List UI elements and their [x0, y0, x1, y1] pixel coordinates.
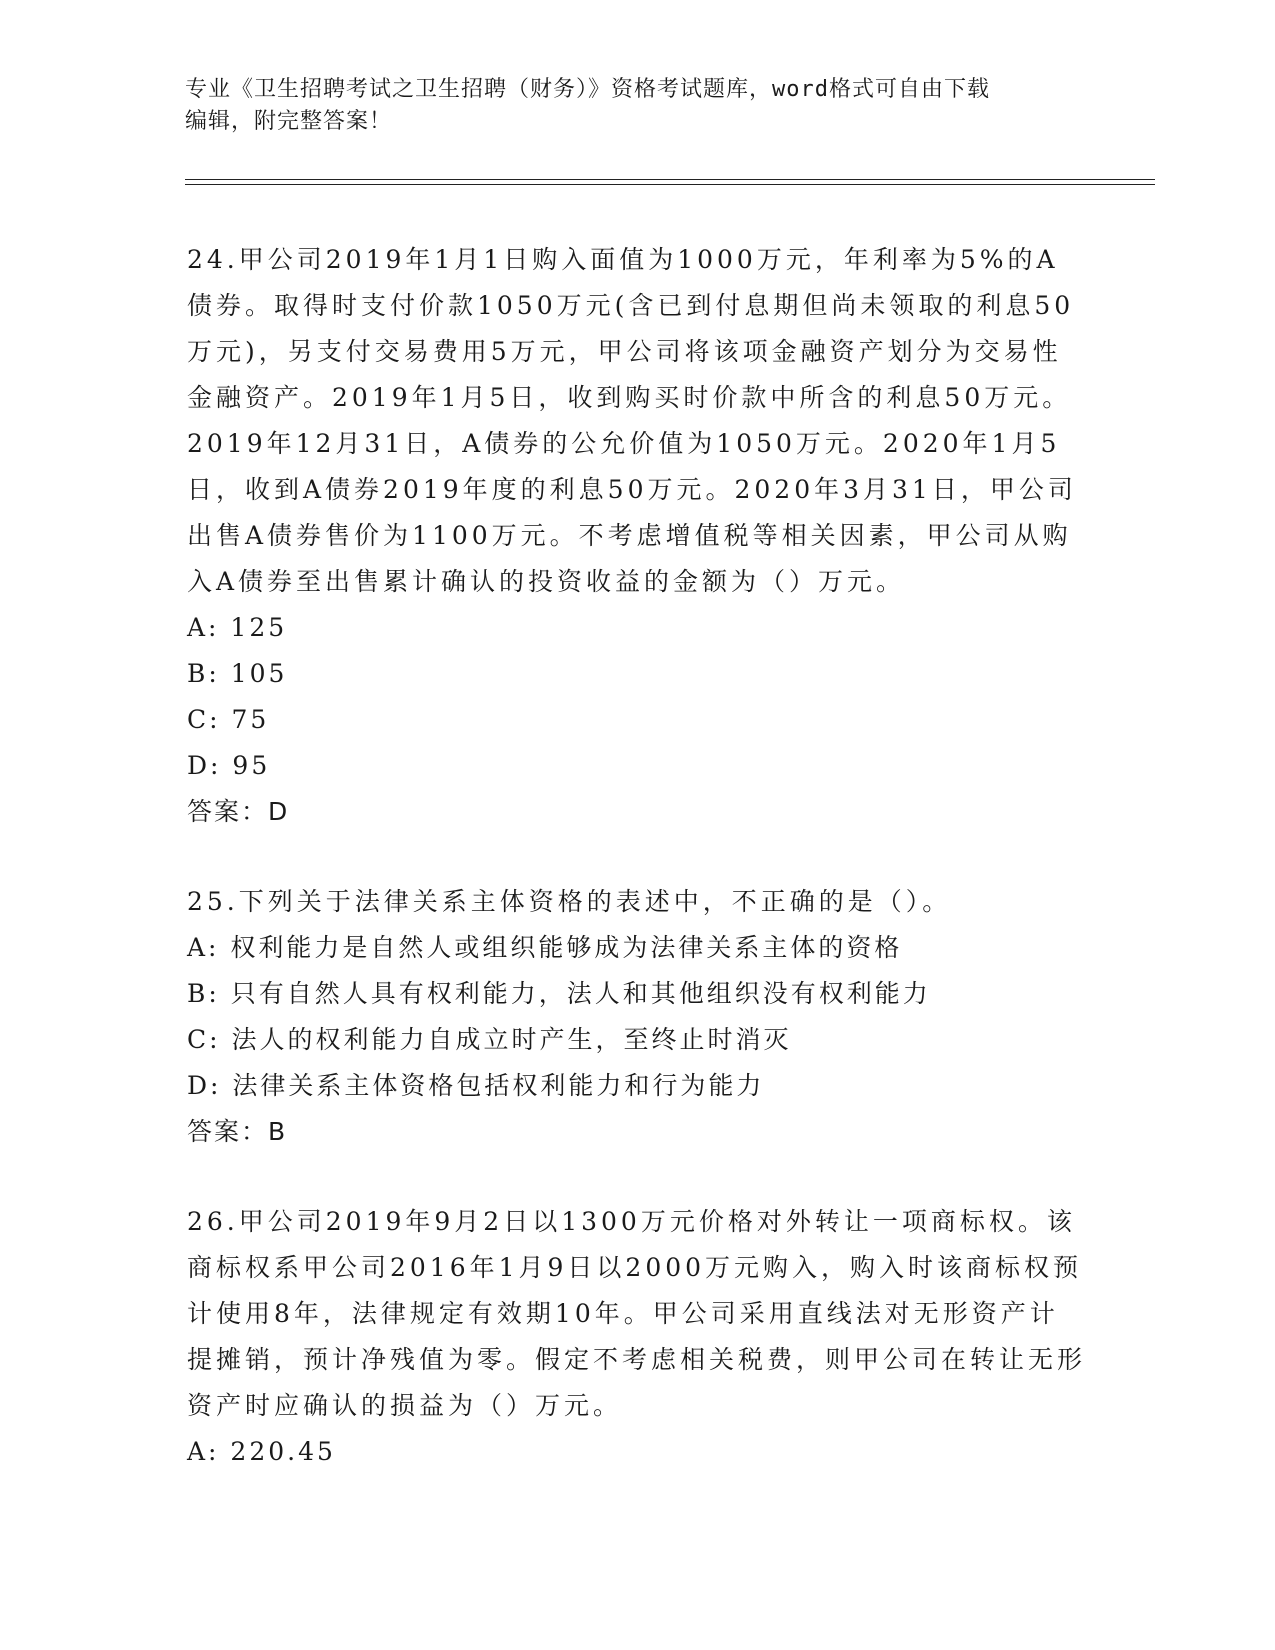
option-a: A: 权利能力是自然人或组织能够成为法律关系主体的资格	[187, 933, 903, 962]
option-c: C: 法人的权利能力自成立时产生，至终止时消灭	[187, 1025, 792, 1054]
option-a: A: 125	[187, 613, 288, 642]
question-stem: 24.甲公司2019年1月1日购入面值为1000万元，年利率为5%的A债券。取得时支付价款1050万元(含已到付息期但尚未领取的利息50万元)，另支付交易费用5万元，甲公司将该项金融资产划分为交易性金融资产。2019年1月5日，收到购买时价款中所含的利息50万元。2019年12月31日，A债券的公允价值为1050万元。2020年1月5日，收到A债券2019年度的利息50万元。2020年3月31日，甲公司出售A债券售价为1100万元。不考虑增值税等相关因素，甲公司从购入A债券至出售累计确认的投资收益的金额为（）万元。	[187, 245, 1077, 596]
question-25	[187, 879, 1087, 1155]
answer-line: 答案：D	[187, 797, 290, 826]
spacer	[187, 835, 1087, 879]
option-c: C: 75	[187, 705, 270, 734]
header-divider-bottom	[185, 184, 1155, 185]
header-title-line-1: 专业《卫生招聘考试之卫生招聘（财务）》资格考试题库，word格式可自由下载	[185, 77, 990, 102]
question-stem: 25.下列关于法律关系主体资格的表述中，不正确的是（）。	[187, 887, 952, 916]
option-a: A: 220.45	[187, 1437, 336, 1466]
header-title-line-2: 编辑，附完整答案！	[185, 109, 393, 134]
header-divider-top	[185, 179, 1155, 180]
question-stem: 26.甲公司2019年9月2日以1300万元价格对外转让一项商标权。该商标权系甲公司2016年1月9日以2000万元购入，购入时该商标权预计使用8年，法律规定有效期10年。甲公司采用直线法对无形资产计提摊销，预计净残值为零。假定不考虑相关税费，则甲公司在转让无形资产时应确认的损益为（）万元。	[187, 1207, 1087, 1420]
spacer	[187, 1155, 1087, 1199]
document-header	[185, 74, 1065, 138]
question-list	[187, 237, 1087, 1475]
option-d: D: 法律关系主体资格包括权利能力和行为能力	[187, 1071, 765, 1100]
answer-line: 答案：B	[187, 1117, 288, 1146]
option-b: B: 只有自然人具有权利能力，法人和其他组织没有权利能力	[187, 979, 931, 1008]
question-26	[187, 1199, 1087, 1475]
question-24	[187, 237, 1087, 835]
option-b: B: 105	[187, 659, 288, 688]
option-d: D: 95	[187, 751, 271, 780]
